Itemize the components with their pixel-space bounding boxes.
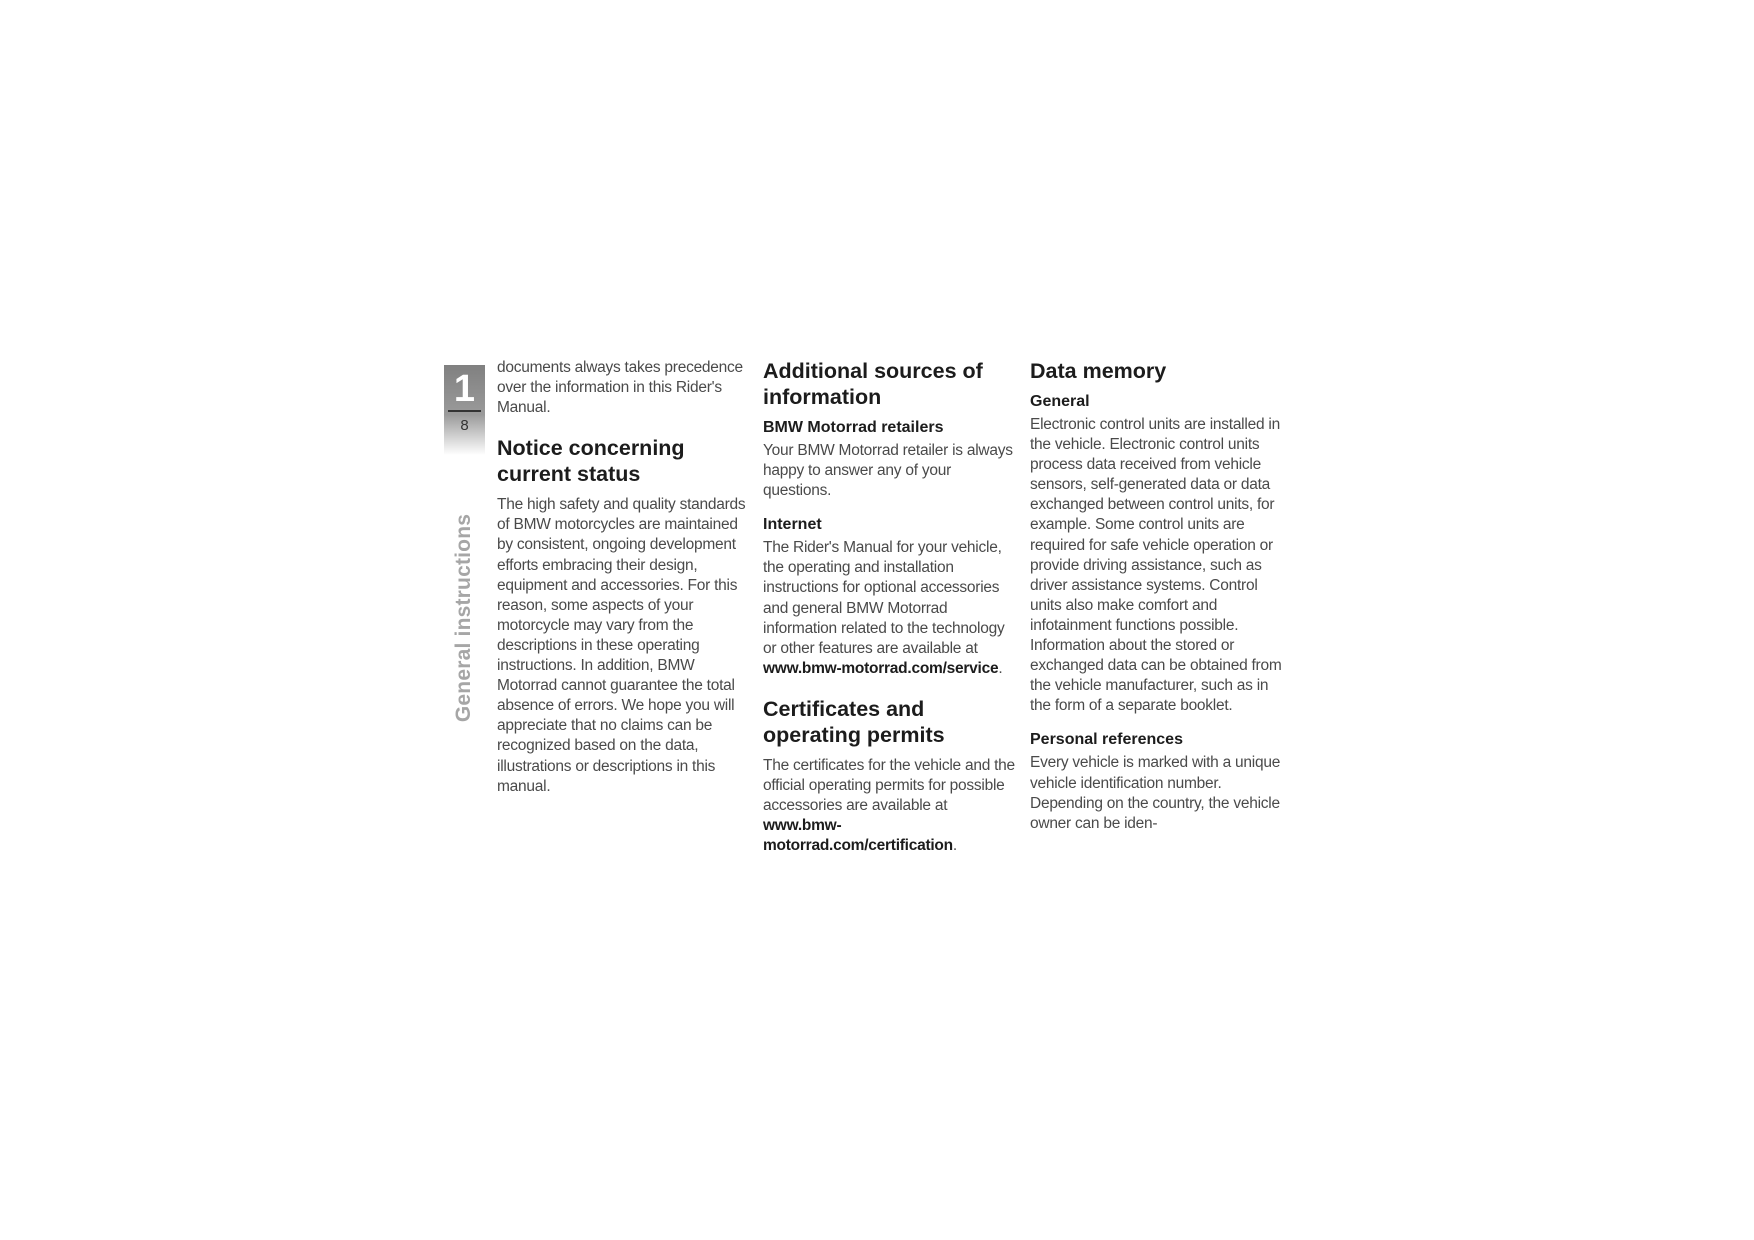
retailers-heading: BMW Motorrad retailers (763, 419, 944, 436)
personal-references-text: Every vehicle is marked with a unique vehicle identification number. Depending on the country, the vehicle owner can be iden- (1030, 754, 1281, 832)
certificates-paragraph: The certificates for the vehicle and the official operating permits for possible accessories are available at www.bmw-motorrad.com/certification. (763, 756, 1015, 855)
internet-paragraph: The Rider's Manual for your vehicle, the operating and installation instructions for optional accessories and general BMW Motorrad information related to the technology or other features are available at www.bmw-motorrad.com/service. (763, 539, 1005, 677)
general-text-2: Information about the stored or exchanged data can be obtained from the vehicle manufacturer, such as in the form of a separate booklet. (1030, 637, 1282, 715)
chapter-divider (448, 410, 481, 412)
internet-heading: Internet (763, 516, 822, 534)
general-heading: General (1030, 393, 1090, 410)
general-text: Electronic control units are installed in the vehicle. Electronic control units process data received from vehicle sensors, self-generated data or data exchanged between control units, for example. Some control units are required for safe vehicle operation or provide driving assistance, such as driver assistance systems. Control units also make comfort and infotainment functions possible. (1030, 416, 1280, 634)
certificates-link[interactable]: www.bmw-motorrad.com/certification (763, 817, 953, 855)
retailers-text: Your BMW Motorrad retailer is always happy to answer any of your questions. (763, 442, 1013, 500)
data-memory-heading: Data memory (1030, 359, 1167, 383)
internet-text: The Rider's Manual for your vehicle, the operating and installation instructions for optional accessories and general BMW Motorrad information related to the technology or other features are available at (763, 539, 1005, 657)
section-title: General instructions (452, 513, 475, 723)
certificates-text: The certificates for the vehicle and the official operating permits for possible accessories are available at (763, 756, 1015, 815)
column-1 (497, 358, 752, 797)
chapter-tab (444, 365, 485, 455)
page-number: 8 (460, 417, 469, 434)
internet-link[interactable]: www.bmw-motorrad.com/service (763, 659, 999, 677)
intro-text: documents always takes precedence over the information in this Rider's Manual. (497, 359, 743, 417)
notice-heading: Notice concerning current status (497, 436, 685, 487)
notice-text: The high safety and quality standards of BMW motorcycles are maintained by consistent, ongoing development efforts embracing their design, equipment and accessories. For this reason, some aspects of your motorcycle may vary from the descriptions in these operating instructions. In addition, BMW Motorrad cannot guarantee the total absence of errors. We hope you will appreciate that no claims can be recognized based on the data, illustrations or descriptions in this manual. (497, 496, 746, 795)
certificates-heading: Certificates and operating permits (763, 696, 945, 747)
column-3 (1030, 358, 1285, 834)
column-2 (763, 358, 1018, 856)
personal-references-heading: Personal references (1030, 731, 1183, 749)
sources-heading: Additional sources of information (763, 359, 983, 409)
chapter-number: 1 (453, 368, 476, 410)
